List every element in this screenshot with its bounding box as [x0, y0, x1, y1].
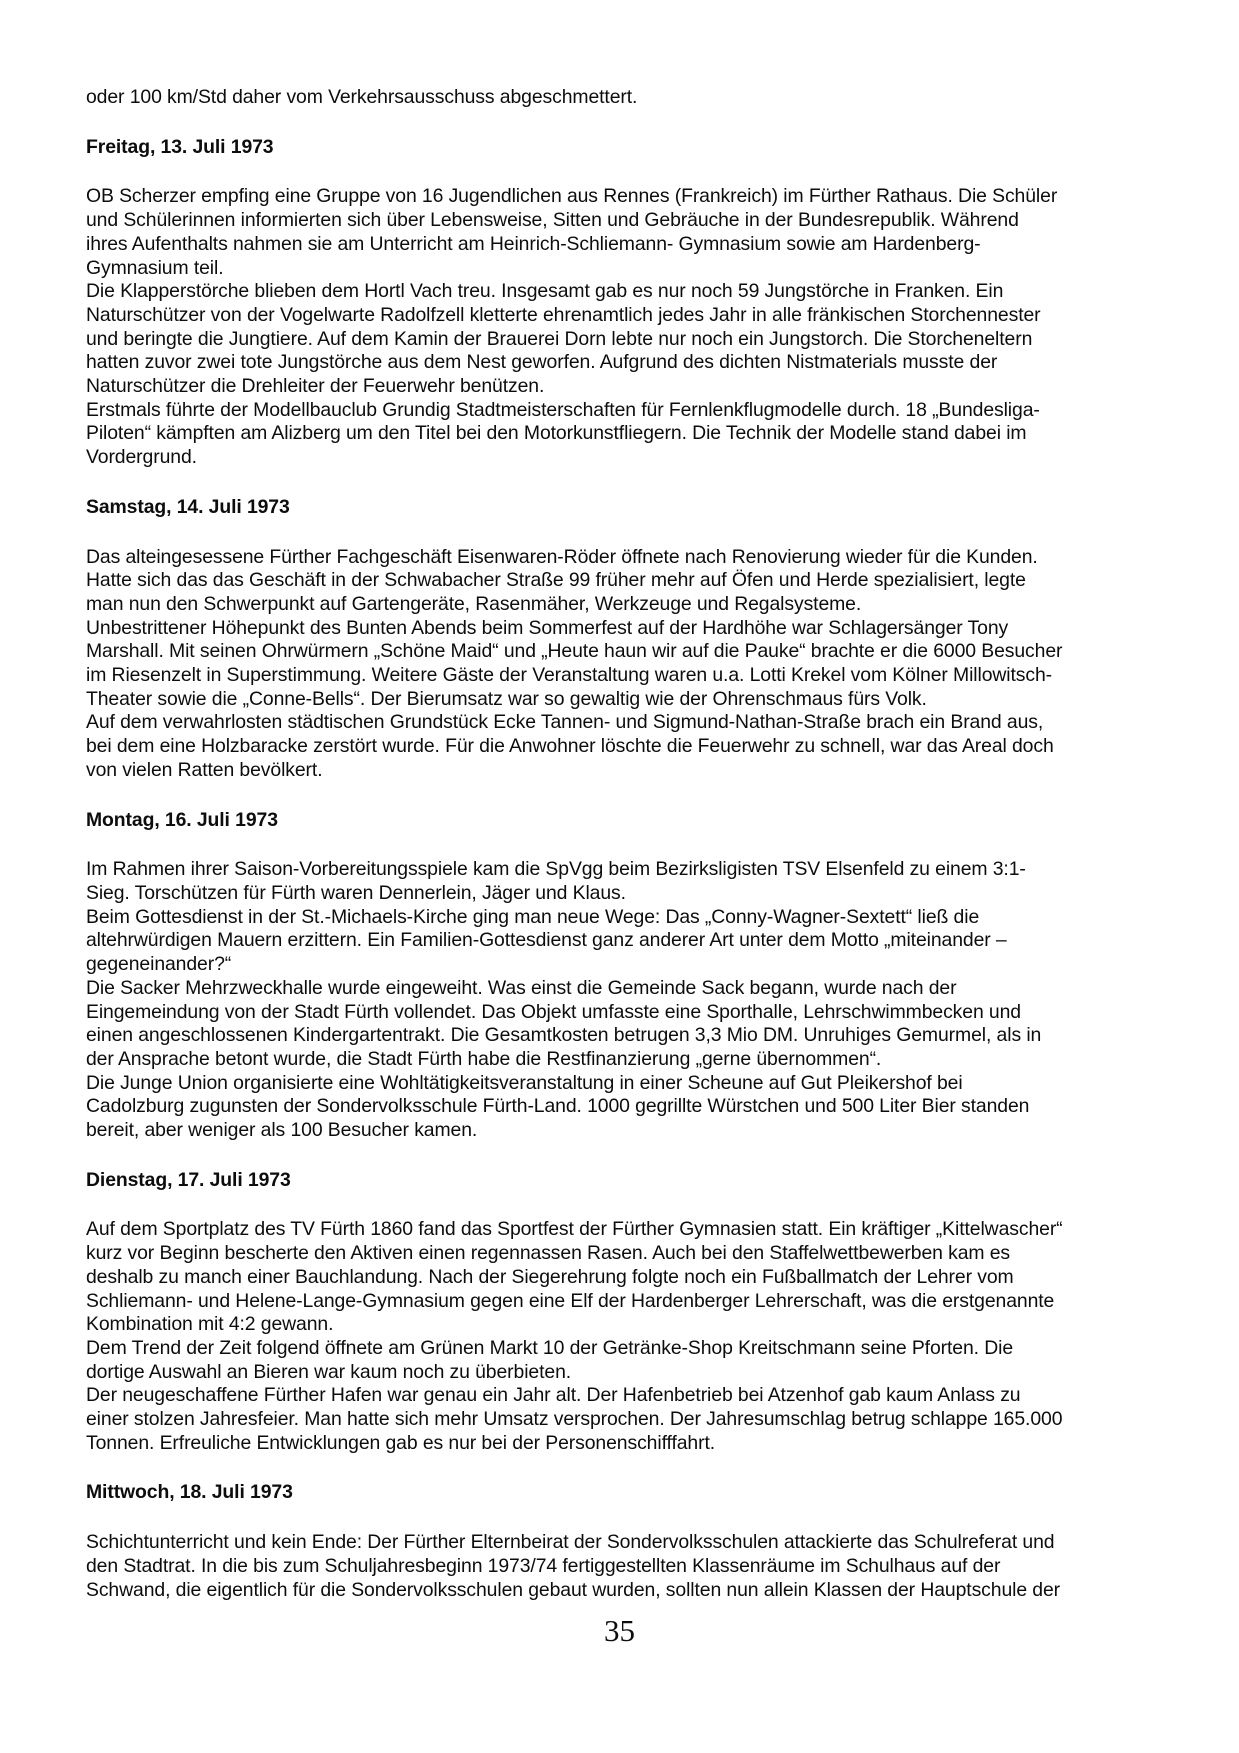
- page-number: 35: [604, 1613, 635, 1648]
- text-line: Tonnen. Erfreuliche Entwicklungen gab es nur bei der Personenschifffahrt.: [86, 1431, 716, 1454]
- text-line: im Riesenzelt in Superstimmung. Weitere Gäste der Veranstaltung waren u.a. Lotti Krekel vom Kölner Millowitsch-: [86, 664, 1053, 687]
- text-line: Hatte sich das das Geschäft in der Schwabacher Straße 99 früher mehr auf Öfen und Herde spezialisiert, legte: [86, 569, 1026, 592]
- text-line: dortige Auswahl an Bieren war kaum noch zu überbieten.: [86, 1360, 572, 1383]
- date-heading-montag-16-juli: [86, 809, 1176, 833]
- text-line: ihres Aufenthalts nahmen sie am Unterricht am Heinrich-Schliemann- Gymnasium sowie am Hardenberg-: [86, 232, 981, 255]
- text-line: Piloten“ kämpften am Alizberg um den Titel bei den Motorkunstfliegern. Die Technik der Modelle stand dabei im: [86, 422, 1027, 445]
- text-line: Die Junge Union organisierte eine Wohltätigkeitsveranstaltung in einer Scheune auf Gut Pleikershof bei: [86, 1071, 963, 1094]
- text-line: Montag, 16. Juli 1973: [86, 808, 278, 831]
- text-line: Mittwoch, 18. Juli 1973: [86, 1481, 293, 1504]
- text-line: der Ansprache betont wurde, die Stadt Fürth habe die Restfinanzierung „gerne übernommen“.: [86, 1047, 882, 1070]
- text-line: einen angeschlossenen Kindergartentrakt. Die Gesamtkosten betrugen 3,3 Mio DM. Unruhiges Gemurmel, als in: [86, 1024, 1042, 1047]
- text-line: von vielen Ratten bevölkert.: [86, 758, 323, 781]
- text-line: OB Scherzer empfing eine Gruppe von 16 Jugendlichen aus Rennes (Frankreich) im Fürther Rathaus. Die Schüler: [86, 185, 1058, 208]
- text-line: Unbestrittener Höhepunkt des Bunten Abends beim Sommerfest auf der Hardhöhe war Schlagersänger Tony: [86, 616, 1009, 639]
- paragraph-montag: [86, 858, 1176, 1142]
- date-heading-samstag-14-juli: [86, 496, 1176, 520]
- paragraph-mittwoch: [86, 1531, 1176, 1602]
- text-line: Schichtunterricht und kein Ende: Der Fürther Elternbeirat der Sondervolksschulen attackierte das Schulreferat und: [86, 1531, 1055, 1554]
- paragraph-freitag: [86, 185, 1176, 469]
- text-line: man nun den Schwerpunkt auf Gartengeräte, Rasenmäher, Werkzeuge und Regalsysteme.: [86, 592, 862, 615]
- text-line: Im Rahmen ihrer Saison-Vorbereitungsspiele kam die SpVgg beim Bezirksligisten TSV Elsenfeld zu einem 3:1-: [86, 858, 1026, 881]
- text-line: Kombination mit 4:2 gewann.: [86, 1313, 334, 1336]
- text-line: Dem Trend der Zeit folgend öffnete am Grünen Markt 10 der Getränke-Shop Kreitschmann seine Pforten. Die: [86, 1336, 1014, 1359]
- text-line: Beim Gottesdienst in der St.-Michaels-Kirche ging man neue Wege: Das „Conny-Wagner-Sextett“ ließ die: [86, 905, 980, 928]
- text-line: den Stadtrat. In die bis zum Schuljahresbeginn 1973/74 fertiggestellten Klassenräume im Schulhaus auf der: [86, 1554, 1001, 1577]
- text-line: einer stolzen Jahresfeier. Man hatte sich mehr Umsatz versprochen. Der Jahresumschlag betrug schlappe 165.000: [86, 1408, 1063, 1431]
- text-line: Auf dem verwahrlosten städtischen Grundstück Ecke Tannen- und Sigmund-Nathan-Straße brach ein Brand aus,: [86, 711, 1044, 734]
- text-line: bereit, aber weniger als 100 Besucher kamen.: [86, 1119, 478, 1142]
- text-line: Cadolzburg zugunsten der Sondervolksschule Fürth-Land. 1000 gegrillte Würstchen und 500 Liter Bier standen: [86, 1095, 1030, 1118]
- text-line: oder 100 km/Std daher vom Verkehrsausschuss abgeschmettert.: [86, 86, 638, 108]
- text-line: Sieg. Torschützen für Fürth waren Dennerlein, Jäger und Klaus.: [86, 881, 626, 904]
- text-line: Erstmals führte der Modellbauclub Grundig Stadtmeisterschaften für Fernlenkflugmodelle durch. 18 „Bundesliga-: [86, 398, 1040, 421]
- text-line: Eingemeindung von der Stadt Fürth vollendet. Das Objekt umfasste eine Sporthalle, Lehrschwimmbecken und: [86, 1000, 1021, 1023]
- paragraph-dienstag: [86, 1218, 1176, 1455]
- document-body: [86, 86, 1176, 1602]
- text-line: gegeneinander?“: [86, 953, 232, 976]
- text-line: bei dem eine Holzbaracke zerstört wurde. Für die Anwohner löschte die Feuerwehr zu schnell, war das Areal doch: [86, 735, 1054, 758]
- text-line: Marshall. Mit seinen Ohrwürmern „Schöne Maid“ und „Heute haun wir auf die Pauke“ brachte er die 6000 Besucher: [86, 640, 1063, 663]
- text-line: und beringte die Jungtiere. Auf dem Kamin der Brauerei Dorn lebte nur noch ein Jungstorch. Die Storcheneltern: [86, 327, 1033, 350]
- text-line: Gymnasium teil.: [86, 256, 224, 279]
- text-line: Vordergrund.: [86, 446, 197, 469]
- text-line: Die Sacker Mehrzweckhalle wurde eingeweiht. Was einst die Gemeinde Sack begann, wurde nach der: [86, 976, 957, 999]
- text-line: Freitag, 13. Juli 1973: [86, 135, 274, 158]
- text-line: Dienstag, 17. Juli 1973: [86, 1168, 291, 1191]
- date-heading-mittwoch-18-juli: [86, 1481, 1176, 1505]
- text-line: deshalb zu manch einer Bauchlandung. Nach der Siegerehrung folgte noch ein Fußballmatch der Lehrer vom: [86, 1265, 1014, 1288]
- text-line: altehrwürdigen Mauern erzittern. Ein Familien-Gottesdienst ganz anderer Art unter dem Motto „miteinander –: [86, 929, 1007, 952]
- text-line: Theater sowie die „Conne-Bells“. Der Bierumsatz war so gewaltig wie der Ohrenschmaus fürs Volk.: [86, 687, 927, 710]
- text-line: Das alteingesessene Fürther Fachgeschäft Eisenwaren-Röder öffnete nach Renovierung wieder für die Kunden.: [86, 545, 1038, 568]
- text-line: kurz vor Beginn bescherte den Aktiven einen regennassen Rasen. Auch bei den Staffelwettbewerben kam es: [86, 1242, 1011, 1265]
- text-line: Naturschützer von der Vogelwarte Radolfzell kletterte ehrenamtlich jedes Jahr in alle fränkischen Storchennester: [86, 303, 1041, 326]
- text-line: Auf dem Sportplatz des TV Fürth 1860 fand das Sportfest der Fürther Gymnasien statt. Ein kräftiger „Kittelwascher“: [86, 1218, 1063, 1241]
- text-line: hatten zuvor zwei tote Jungstörche aus dem Nest geworfen. Aufgrund des dichten Nistmaterials musste der: [86, 351, 998, 374]
- text-line: Samstag, 14. Juli 1973: [86, 495, 290, 518]
- text-line: Schwand, die eigentlich für die Sondervolksschulen gebaut wurden, sollten nun allein Klassen der Hauptschule der: [86, 1578, 1061, 1601]
- text-line: und Schülerinnen informierten sich über Lebensweise, Sitten und Gebräuche in der Bundesrepublik. Während: [86, 209, 1019, 232]
- text-line: Der neugeschaffene Fürther Hafen war genau ein Jahr alt. Der Hafenbetrieb bei Atzenhof gab kaum Anlass zu: [86, 1384, 1021, 1407]
- paragraph-continuation: [86, 86, 1176, 110]
- text-line: Naturschützer die Drehleiter der Feuerwehr benützen.: [86, 375, 545, 398]
- date-heading-dienstag-17-juli: [86, 1169, 1176, 1193]
- text-line: Die Klapperstörche blieben dem Hortl Vach treu. Insgesamt gab es nur noch 59 Jungstörche in Franken. Ein: [86, 280, 1004, 303]
- date-heading-freitag-13-juli: [86, 136, 1176, 160]
- paragraph-samstag: [86, 546, 1176, 783]
- text-line: Schliemann- und Helene-Lange-Gymnasium gegen eine Elf der Hardenberger Lehrerschaft, was die erstgenannte: [86, 1289, 1055, 1312]
